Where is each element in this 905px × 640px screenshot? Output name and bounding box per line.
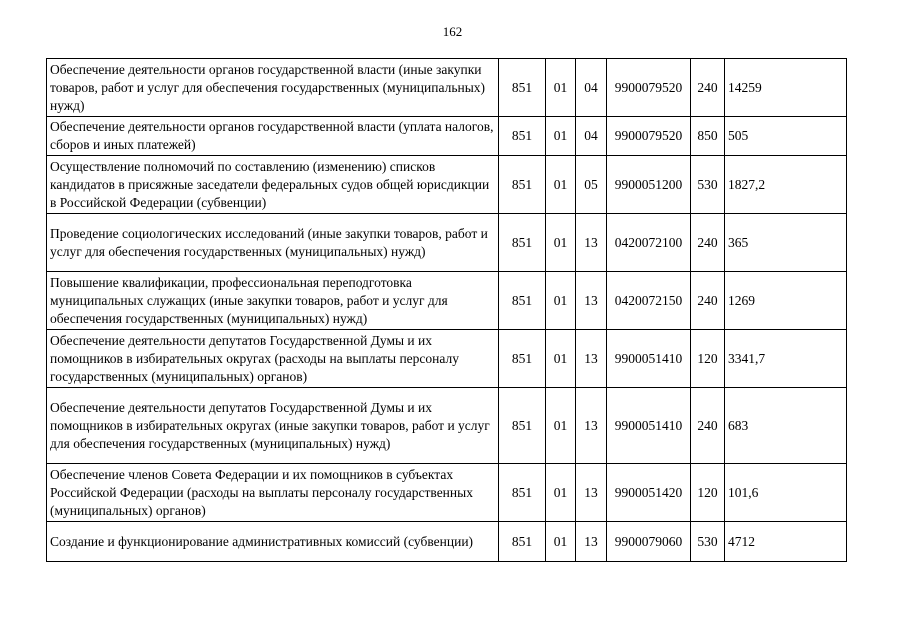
ministry-code: 851 (499, 272, 546, 330)
section-code: 01 (546, 522, 576, 562)
row-description: Обеспечение деятельности депутатов Государственной Думы и их помощников в избирательных округах (иные закупки товаров, работ и услуг для обеспечения государственных (муниципальных) нужд) (47, 388, 499, 464)
expense-type-code: 530 (691, 522, 725, 562)
table-row (47, 464, 847, 522)
ministry-code: 851 (499, 117, 546, 156)
target-code: 9900051410 (607, 330, 691, 388)
subsection-code: 13 (576, 214, 607, 272)
target-code: 0420072100 (607, 214, 691, 272)
table-row (47, 156, 847, 214)
subsection-code: 05 (576, 156, 607, 214)
section-code: 01 (546, 330, 576, 388)
row-description: Обеспечение членов Совета Федерации и их помощников в субъектах Российской Федерации (расходы на выплаты персоналу государственных (муниципальных) органов) (47, 464, 499, 522)
table-row (47, 330, 847, 388)
ministry-code: 851 (499, 156, 546, 214)
ministry-code: 851 (499, 330, 546, 388)
row-description: Создание и функционирование административных комиссий (субвенции) (47, 522, 499, 562)
expense-type-code: 850 (691, 117, 725, 156)
table-row (47, 388, 847, 464)
table-row (47, 522, 847, 562)
subsection-code: 04 (576, 59, 607, 117)
ministry-code: 851 (499, 214, 546, 272)
page-number: 162 (442, 24, 463, 39)
ministry-code: 851 (499, 388, 546, 464)
section-code: 01 (546, 59, 576, 117)
section-code: 01 (546, 117, 576, 156)
ministry-code: 851 (499, 522, 546, 562)
expense-type-code: 240 (691, 59, 725, 117)
subsection-code: 13 (576, 388, 607, 464)
target-code: 0420072150 (607, 272, 691, 330)
amount: 505 (725, 117, 847, 156)
subsection-code: 13 (576, 464, 607, 522)
row-description: Обеспечение деятельности органов государственной власти (иные закупки товаров, работ и услуг для обеспечения государственных (муниципальных) нужд) (47, 59, 499, 117)
expense-type-code: 120 (691, 330, 725, 388)
subsection-code: 13 (576, 330, 607, 388)
section-code: 01 (546, 388, 576, 464)
subsection-code: 13 (576, 522, 607, 562)
row-description: Обеспечение деятельности органов государственной власти (уплата налогов, сборов и иных платежей) (47, 117, 499, 156)
amount: 1269 (725, 272, 847, 330)
subsection-code: 04 (576, 117, 607, 156)
subsection-code: 13 (576, 272, 607, 330)
section-code: 01 (546, 464, 576, 522)
row-description: Проведение социологических исследований (иные закупки товаров, работ и услуг для обеспечения государственных (муниципальных) нужд) (47, 214, 499, 272)
amount: 1827,2 (725, 156, 847, 214)
target-code: 9900079060 (607, 522, 691, 562)
ministry-code: 851 (499, 59, 546, 117)
section-code: 01 (546, 214, 576, 272)
amount: 101,6 (725, 464, 847, 522)
target-code: 9900079520 (607, 59, 691, 117)
expense-type-code: 240 (691, 272, 725, 330)
amount: 4712 (725, 522, 847, 562)
amount: 14259 (725, 59, 847, 117)
table-row (47, 59, 847, 117)
expense-type-code: 240 (691, 214, 725, 272)
expense-type-code: 530 (691, 156, 725, 214)
target-code: 9900051200 (607, 156, 691, 214)
amount: 683 (725, 388, 847, 464)
budget-table (46, 58, 847, 562)
amount: 3341,7 (725, 330, 847, 388)
expense-type-code: 120 (691, 464, 725, 522)
table-row (47, 272, 847, 330)
table-row (47, 214, 847, 272)
target-code: 9900051420 (607, 464, 691, 522)
ministry-code: 851 (499, 464, 546, 522)
row-description: Обеспечение деятельности депутатов Государственной Думы и их помощников в избирательных округах (расходы на выплаты персоналу государственных (муниципальных) органов) (47, 330, 499, 388)
expense-type-code: 240 (691, 388, 725, 464)
amount: 365 (725, 214, 847, 272)
row-description: Повышение квалификации, профессиональная переподготовка муниципальных служащих (иные закупки товаров, работ и услуг для обеспечения государственных (муниципальных) нужд) (47, 272, 499, 330)
table-row (47, 117, 847, 156)
row-description: Осуществление полномочий по составлению (изменению) списков кандидатов в присяжные заседатели федеральных судов общей юрисдикции в Российской Федерации (субвенции) (47, 156, 499, 214)
section-code: 01 (546, 272, 576, 330)
target-code: 9900079520 (607, 117, 691, 156)
section-code: 01 (546, 156, 576, 214)
target-code: 9900051410 (607, 388, 691, 464)
